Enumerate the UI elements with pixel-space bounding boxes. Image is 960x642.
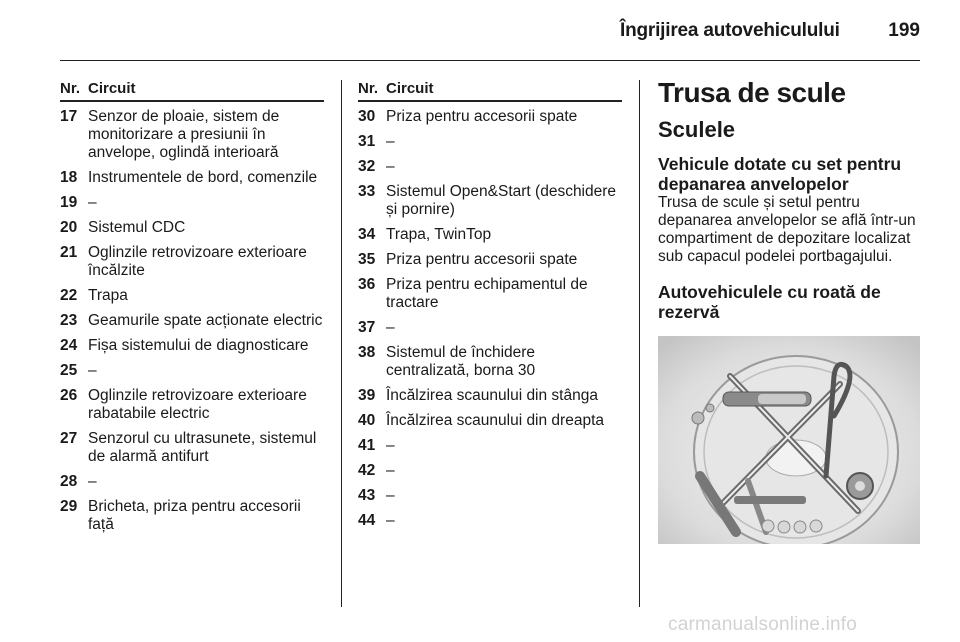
fuse-number: 44 (358, 512, 376, 529)
table-row (358, 251, 622, 269)
page-header-title: Îngrijirea autovehiculului (620, 20, 840, 41)
toolkit-section (658, 78, 922, 322)
circuit-description: Încălzirea scaunului din dreapta (386, 412, 604, 429)
circuit-description: – (386, 462, 395, 479)
circuit-description: Trapa (88, 287, 128, 304)
table-row (358, 344, 622, 380)
fuse-number: 30 (358, 108, 376, 125)
column-header-nr: Nr. (358, 80, 379, 97)
fuse-number: 28 (60, 473, 78, 490)
circuit-description: – (88, 362, 97, 379)
fuse-number: 17 (60, 108, 78, 125)
circuit-description: Oglinzile retrovizoare exterioare încălzite (88, 244, 307, 279)
subsection-title: Autovehiculele cu roată de rezervă (658, 282, 881, 322)
circuit-description: – (386, 133, 395, 150)
table-row (60, 219, 324, 237)
fuse-number: 36 (358, 276, 376, 293)
toolkit-illustration (658, 336, 920, 544)
fuse-number: 39 (358, 387, 376, 404)
table-row (60, 108, 324, 162)
table-row (358, 276, 622, 312)
table-body (60, 108, 324, 534)
table-row (358, 226, 622, 244)
fuse-number: 32 (358, 158, 376, 175)
column-divider (639, 80, 640, 607)
table-row (60, 169, 324, 187)
fuse-number: 27 (60, 430, 78, 447)
table-header (358, 80, 622, 98)
table-body (358, 108, 622, 530)
circuit-description: Încălzirea scaunului din stânga (386, 387, 598, 404)
column-header-nr: Nr. (60, 80, 81, 97)
column-divider (341, 80, 342, 607)
table-header (60, 80, 324, 98)
fuse-number: 21 (60, 244, 78, 261)
circuit-description: – (386, 437, 395, 454)
circuit-description: – (386, 319, 395, 336)
circuit-description: Sistemul CDC (88, 219, 186, 236)
table-row (60, 244, 324, 280)
fuse-number: 43 (358, 487, 376, 504)
table-row (358, 437, 622, 455)
table-row (358, 487, 622, 505)
header-divider (60, 60, 920, 61)
table-row (60, 473, 324, 491)
fuse-number: 42 (358, 462, 376, 479)
circuit-description: Senzor de ploaie, sistem de monitorizare a presiunii în anvelope, oglindă interioară (88, 108, 280, 161)
fuse-number: 34 (358, 226, 376, 243)
fuse-number: 29 (60, 498, 78, 515)
circuit-description: – (88, 194, 97, 211)
table-row (60, 337, 324, 355)
table-row (60, 362, 324, 380)
circuit-description: Instrumentele de bord, comenzile (88, 169, 318, 186)
fuse-number: 35 (358, 251, 376, 268)
table-row (358, 412, 622, 430)
table-row (358, 108, 622, 126)
section-heading: Trusa de scule (658, 77, 846, 108)
table-row (60, 498, 324, 534)
circuit-description: Bricheta, priza pentru accesorii față (88, 498, 301, 533)
fuse-number: 20 (60, 219, 78, 236)
page-number: 199 (888, 20, 920, 41)
table-row (60, 312, 324, 330)
table-row (358, 183, 622, 219)
body-paragraph: Trusa de scule și setul pentru depanarea anvelopelor se află într-un compartiment de depozitare localizat sub capacul podelei portbagajului. (658, 194, 916, 265)
circuit-description: Geamurile spate acționate electric (88, 312, 323, 329)
fuse-number: 25 (60, 362, 78, 379)
table-row (60, 194, 324, 212)
fuse-number: 26 (60, 387, 78, 404)
fuse-table-left (60, 80, 324, 541)
circuit-description: Oglinzile retrovizoare exterioare rabatabile electric (88, 387, 307, 422)
fuse-number: 22 (60, 287, 78, 304)
column-header-circuit: Circuit (88, 80, 136, 97)
section-subheading: Sculele (658, 117, 736, 142)
table-row (358, 133, 622, 151)
column-header-circuit: Circuit (386, 80, 434, 97)
fuse-number: 31 (358, 133, 376, 150)
circuit-description: Priza pentru echipamentul de tractare (386, 276, 588, 311)
table-row (358, 319, 622, 337)
fuse-number: 37 (358, 319, 376, 336)
fuse-number: 33 (358, 183, 376, 200)
fuse-number: 40 (358, 412, 376, 429)
table-header-rule (60, 100, 324, 102)
circuit-description: Trapa, TwinTop (386, 226, 492, 243)
circuit-description: – (386, 512, 395, 529)
subsection-title: Vehicule dotate cu set pentru depanarea anvelopelor (658, 154, 902, 194)
table-header-rule (358, 100, 622, 102)
fuse-number: 24 (60, 337, 78, 354)
fuse-number: 19 (60, 194, 78, 211)
fuse-number: 41 (358, 437, 376, 454)
circuit-description: Priza pentru accesorii spate (386, 108, 578, 125)
circuit-description: Sistemul Open&Start (deschidere și pornire) (386, 183, 617, 218)
circuit-description: Priza pentru accesorii spate (386, 251, 578, 268)
fuse-number: 23 (60, 312, 78, 329)
fuse-number: 18 (60, 169, 78, 186)
watermark: carmanualsonline.info (668, 614, 858, 635)
table-row (60, 287, 324, 305)
circuit-description: – (386, 487, 395, 504)
table-row (358, 387, 622, 405)
fuse-table-right (358, 80, 622, 537)
fuse-number: 38 (358, 344, 376, 361)
circuit-description: Sistemul de închidere centralizată, borna 30 (386, 344, 536, 379)
circuit-description: Senzorul cu ultrasunete, sistemul de alarmă antifurt (88, 430, 317, 465)
table-row (60, 387, 324, 423)
table-row (358, 158, 622, 176)
table-row (60, 430, 324, 466)
table-row (358, 512, 622, 530)
circuit-description: Fișa sistemului de diagnosticare (88, 337, 309, 354)
circuit-description: – (386, 158, 395, 175)
table-row (358, 462, 622, 480)
circuit-description: – (88, 473, 97, 490)
